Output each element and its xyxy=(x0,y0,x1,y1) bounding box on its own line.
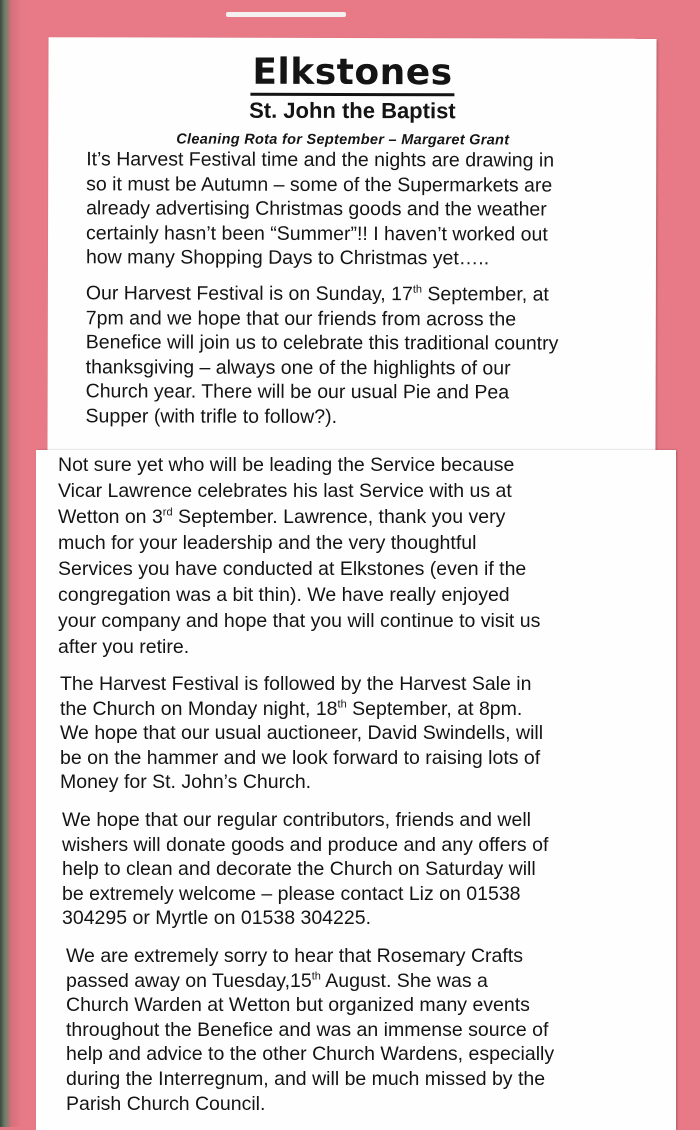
text-line: the Church on Monday night, 18th September, at 8pm. xyxy=(60,697,523,720)
paragraph-rosemary-crafts xyxy=(66,944,676,1116)
text-line: already advertising Christmas goods and the weather xyxy=(86,197,547,221)
page-title: Elkstones xyxy=(48,51,656,94)
text-line: Benefice will join us to celebrate this traditional country xyxy=(85,331,559,355)
text-line: We hope that our regular contributors, friends and well xyxy=(62,809,531,831)
board-edge xyxy=(0,0,22,1127)
paragraph-vicar-lawrence xyxy=(58,452,668,660)
text-line: passed away on Tuesday,15th August. She was a xyxy=(66,969,488,992)
text-line: how many Shopping Days to Christmas yet….. xyxy=(85,246,490,270)
text-line: Wetton on 3rd September. Lawrence, thank you very xyxy=(58,506,506,528)
text-line: wishers will donate goods and produce and any offers of xyxy=(62,833,549,856)
text-line: help to clean and decorate the Church on Saturday will xyxy=(62,858,536,881)
text-line: be on the hammer and we look forward to raising lots of xyxy=(60,746,541,769)
text-line: during the Interregnum, and will be much missed by the xyxy=(66,1067,546,1090)
text-line: much for your leadership and the very thoughtful xyxy=(58,532,477,554)
text-line: thanksgiving – always one of the highlights of our xyxy=(85,356,511,380)
newsletter-clipping-bottom xyxy=(36,450,676,1130)
text-line: We are extremely sorry to hear that Rosemary Crafts xyxy=(66,945,523,967)
text-line: We hope that our usual auctioneer, David Swindells, will xyxy=(60,722,544,745)
text-line: be extremely welcome – please contact Liz on 01538 xyxy=(62,882,521,905)
text-line: The Harvest Festival is followed by the Harvest Sale in xyxy=(60,673,532,695)
text-line: your company and hope that you will continue to visit us xyxy=(58,610,541,632)
text-line: Church Warden at Wetton but organized many events xyxy=(66,994,530,1017)
newsletter-clipping-top xyxy=(47,37,656,463)
text-line: Our Harvest Festival is on Sunday, 17th September, at xyxy=(85,282,549,306)
text-line: Not sure yet who will be leading the Service because xyxy=(58,454,515,476)
text-line: Supper (with trifle to follow?). xyxy=(85,405,338,428)
text-line: Vicar Lawrence celebrates his last Service with us at xyxy=(58,480,512,502)
tape-strip xyxy=(226,12,346,17)
text-line: after you retire. xyxy=(58,636,190,658)
text-line: congregation was a bit thin). We have really enjoyed xyxy=(58,584,510,606)
text-line: It’s Harvest Festival time and the nights are drawing in xyxy=(86,148,555,172)
text-line: 7pm and we hope that our friends from across the xyxy=(85,306,517,331)
text-line: 304295 or Myrtle on 01538 304225. xyxy=(62,907,371,930)
paragraph-harvest-sale xyxy=(60,672,670,795)
church-name: St. John the Baptist xyxy=(249,97,456,124)
text-line: help and advice to the other Church Wardens, especially xyxy=(66,1043,555,1066)
text-line: throughout the Benefice and was an immense source of xyxy=(66,1018,549,1041)
text-line: Money for St. John’s Church. xyxy=(60,771,312,794)
text-line: Church year. There will be our usual Pie and Pea xyxy=(85,380,510,404)
text-line: Services you have conducted at Elkstones (even if the xyxy=(58,558,527,580)
text-line: so it must be Autumn – some of the Supermarkets are xyxy=(86,172,553,197)
text-line: certainly hasn’t been “Summer”!! I haven’t worked out xyxy=(86,222,548,246)
paragraph-contributors xyxy=(62,808,672,931)
paragraph-harvest-intro xyxy=(86,147,656,271)
cleaning-rota: Cleaning Rota for September – Margaret Grant xyxy=(176,131,510,149)
paragraph-harvest-festival xyxy=(86,281,656,430)
text-line: Parish Church Council. xyxy=(66,1092,266,1115)
